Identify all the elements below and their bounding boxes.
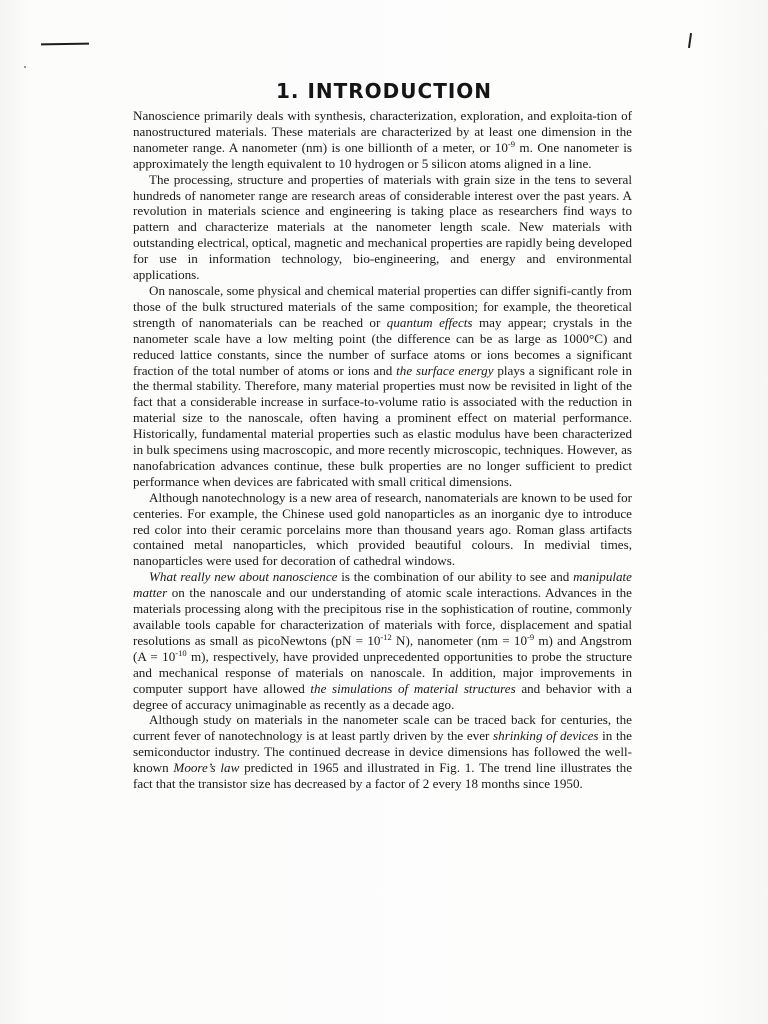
paragraph [133, 712, 632, 792]
scan-speck [24, 66, 26, 68]
text-run: is the combination of our ability to see and [337, 569, 574, 585]
text-run: in the semiconductor industry. The continued decrease in device dimensions has followed the well-known [133, 728, 632, 776]
emphasis-text: Moore’s law [173, 760, 240, 776]
emphasis-text: What really new about nanoscience [149, 569, 338, 585]
text-run: Nanoscience primarily deals with synthesis, characterization, exploration, and exploita-tion of nanostructured materials. These materials are characterized by at least one dimension in the nanometer range. A nanometer (nm) is one billionth of a meter, or 10 [133, 108, 632, 155]
superscript-exponent: -9 [507, 138, 515, 149]
emphasis-text: shrinking of devices [493, 728, 599, 744]
text-run: may appear; crystals in the nanometer scale have a low melting point (the difference can be as large as 1000°C) and reduced lattice constants, since the number of surface atoms or ions becomes a significant fraction of the total number of atoms or ions and [133, 314, 632, 378]
emphasis-text: manipulate matter [133, 569, 632, 601]
margin-pen-mark [41, 43, 89, 46]
text-run: on the nanoscale and our understanding of atomic scale interactions. Advances in the materials processing along with the precipitous rise in the sophistication of routine, commonly available tools capable for characterization of materials with force, displacement and spatial resolutions as small as picoNewtons (pN = 10 [133, 585, 632, 648]
text-run: N), nanometer (nm = 10 [391, 632, 527, 648]
text-run: m. One nanometer is approximately the length equivalent to 10 hydrogen or 5 silicon atoms aligned in a line. [133, 139, 633, 171]
paragraph [133, 569, 632, 712]
text-run: On nanoscale, some physical and chemical material properties can differ signifi-cantly from those of the bulk structured materials of the same composition; for example, the theoretical strength of nanomaterials can be reached or [133, 282, 632, 330]
text-run: predicted in 1965 and illustrated in Fig. 1. The trend line illustrates the fact that the transistor size has decreased by a factor of 2 every 18 months since 1950. [133, 760, 633, 792]
text-run: m) and Angstrom (A = 10 [133, 632, 632, 664]
text-run: Although study on materials in the nanometer scale can be traced back for centuries, the current fever of nanotechnology is at least partly driven by the ever [133, 712, 632, 744]
text-run: plays a significant role in the thermal stability. Therefore, many material properties must now be revisited in light of the fact that a considerable increase in surface-to-volume ratio is associated with the reduction in material size to the nanoscale, often having a prominent effect on material performance. Historically, fundamental material properties such as elastic modulus have been characterized in bulk specimens using macroscopic, and more recently microscopic, techniques. However, as nanofabrication advances continue, these bulk properties are no longer sufficient to predict performance when devices are fabricated with small critical dimensions. [133, 362, 632, 489]
text-run: The processing, structure and properties of materials with grain size in the tens to several hundreds of nanometer range are research areas of considerable interest over the past years. A revolution in materials science and engineering is taking place as researchers find ways to pattern and characterize materials at the nanometer length scale. New materials with outstanding electrical, optical, magnetic and mechanical properties are rapidly being developed for use in information technology, bio-engineering, and energy and environmental applications. [133, 171, 632, 283]
emphasis-text: the surface energy [396, 362, 494, 378]
paragraph [133, 172, 632, 283]
text-run: m), respectively, have provided unprecedented opportunities to probe the structure and mechanical response of materials on nanoscale. In addition, major improvements in computer support have allowed [133, 648, 633, 696]
paragraph [133, 490, 632, 570]
paragraph [133, 283, 632, 490]
body-text [133, 108, 632, 792]
text-run: Although nanotechnology is a new area of research, nanomaterials are known to be used for centeries. For example, the Chinese used gold nanoparticles as an inorganic dye to introduce red color into their ceramic porcelains more than thousand years ago. Roman glass artifacts contained metal nanoparticles, which provided beautiful colours. In medivial times, nanoparticles were used for decoration of cathedral windows. [133, 489, 632, 569]
text-run: and behavior with a degree of accuracy unimaginable as recently as a decade ago. [133, 680, 632, 712]
superscript-exponent: -12 [380, 631, 392, 642]
superscript-exponent: -9 [527, 631, 535, 642]
paragraph [133, 108, 632, 172]
emphasis-text: quantum effects [386, 314, 473, 330]
section-title: 1. INTRODUCTION [275, 79, 493, 104]
emphasis-text: the simulations of material structures [310, 680, 516, 696]
superscript-exponent: -10 [175, 647, 187, 658]
corner-pen-mark [688, 33, 692, 48]
